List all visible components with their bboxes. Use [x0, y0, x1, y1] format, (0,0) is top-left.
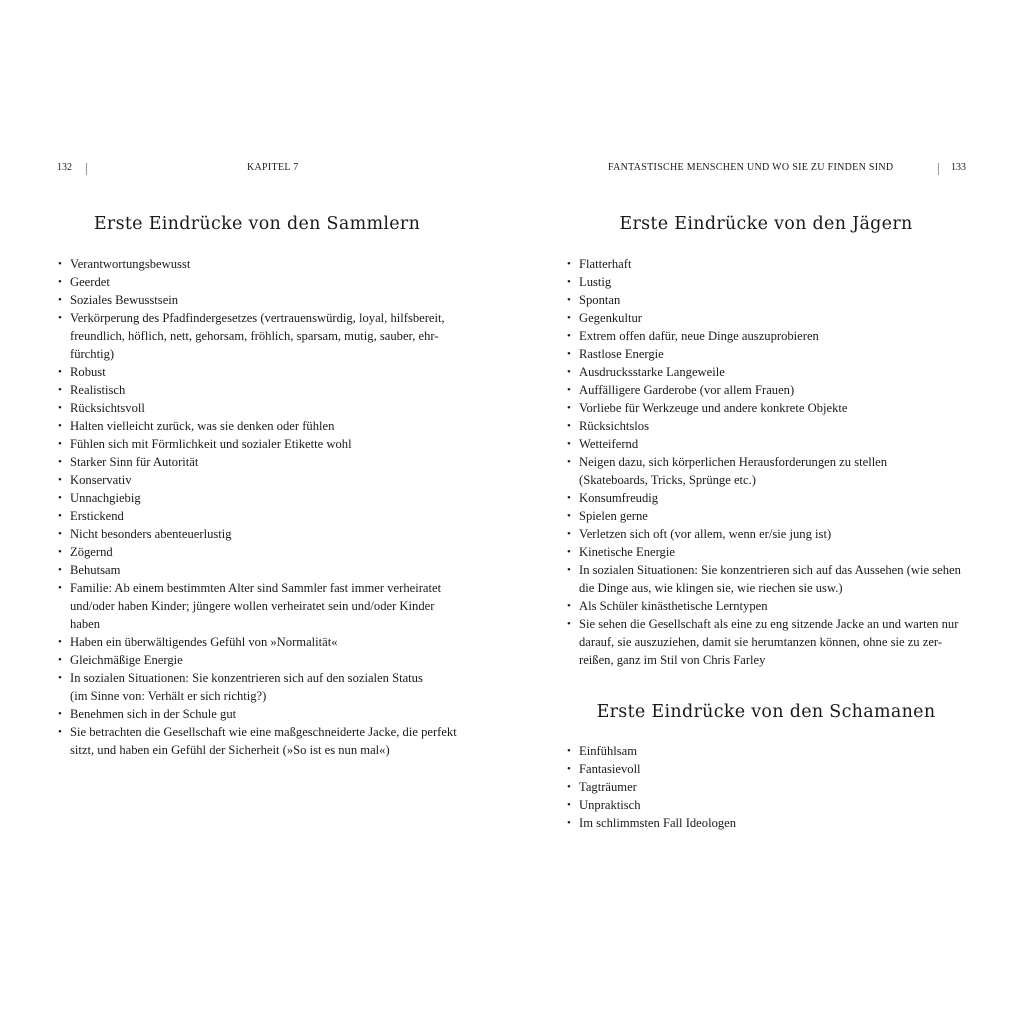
list-item	[567, 543, 961, 561]
list-item	[567, 507, 961, 525]
list-item-line: (Skateboards, Tricks, Sprünge etc.)	[579, 473, 756, 487]
header-divider	[938, 163, 939, 175]
page-number: 132	[57, 162, 72, 173]
list-item	[567, 615, 961, 669]
list-item-line: • Halten vielleicht zurück, was sie denken oder fühlen	[70, 419, 335, 433]
list-item	[58, 507, 457, 525]
list-item-line: • Flatterhaft	[579, 257, 632, 271]
jaeger-list	[567, 255, 961, 669]
list-item	[567, 489, 961, 507]
list-item	[567, 399, 961, 417]
schamanen-list	[567, 742, 736, 832]
list-item-line: • Vorliebe für Werkzeuge und andere konkrete Objekte	[579, 401, 848, 415]
list-item-line: haben	[70, 617, 101, 631]
list-item-line: • Zögernd	[70, 545, 113, 559]
list-item	[58, 633, 457, 651]
list-item	[58, 651, 457, 669]
right-page	[512, 0, 1024, 1024]
list-item-line: • Familie: Ab einem bestimmten Alter sind Sammler fast immer verheiratet	[70, 581, 442, 595]
list-item-line: • Fantasievoll	[579, 762, 641, 776]
list-item-line: • Nicht besonders abenteuerlustig	[70, 527, 232, 541]
list-item-line: • Behutsam	[70, 563, 121, 577]
list-item-line: • Einfühlsam	[579, 744, 638, 758]
list-item-line: darauf, sie auszuziehen, damit sie herumtanzen können, ohne sie zu zer-	[579, 635, 943, 649]
list-item-line: • Fühlen sich mit Förmlichkeit und sozialer Etikette wohl	[70, 437, 352, 451]
page-number: 133	[951, 162, 966, 173]
list-item-line: freundlich, höflich, nett, gehorsam, fröhlich, sparsam, mutig, sauber, ehr-	[70, 329, 439, 343]
list-item	[58, 489, 457, 507]
list-item	[567, 273, 961, 291]
list-item-line: fürchtig)	[70, 347, 115, 361]
list-item	[567, 255, 961, 273]
list-item	[567, 363, 961, 381]
list-item-line: die Dinge aus, wie klingen sie, wie riechen sie usw.)	[579, 581, 843, 595]
list-item-line: • Spontan	[579, 293, 621, 307]
list-item	[567, 453, 961, 489]
list-item	[58, 525, 457, 543]
list-item-line: • In sozialen Situationen: Sie konzentrieren sich auf den sozialen Status	[70, 671, 423, 685]
list-item-line: • Gegenkultur	[579, 311, 642, 325]
list-item	[567, 309, 961, 327]
list-item-line: • Sie betrachten die Gesellschaft wie eine maßgeschneiderte Jacke, die perfekt	[70, 725, 457, 739]
list-item-line: • Konsumfreudig	[579, 491, 659, 505]
header-divider	[86, 163, 87, 175]
list-item	[567, 796, 736, 814]
list-item-line: • Ausdrucksstarke Langeweile	[579, 365, 725, 379]
section-heading-sammler: Erste Eindrücke von den Sammlern	[93, 214, 421, 234]
list-item	[58, 543, 457, 561]
list-item	[58, 561, 457, 579]
list-item	[58, 417, 457, 435]
list-item-line: • Spielen gerne	[579, 509, 648, 523]
list-item-line: • Verkörperung des Pfadfindergesetzes (vertrauenswürdig, loyal, hilfsbereit,	[70, 311, 445, 325]
list-item-line: • Sie sehen die Gesellschaft als eine zu eng sitzende Jacke an und warten nur	[579, 617, 959, 631]
list-item-line: • Rücksichtsvoll	[70, 401, 145, 415]
list-item	[58, 399, 457, 417]
list-item	[567, 381, 961, 399]
list-item-line: • Realistisch	[70, 383, 126, 397]
list-item-line: reißen, ganz im Stil von Chris Farley	[579, 653, 766, 667]
list-item	[58, 291, 457, 309]
list-item	[567, 327, 961, 345]
list-item-line: • Robust	[70, 365, 106, 379]
list-item-line: • Als Schüler kinästhetische Lerntypen	[579, 599, 768, 613]
list-item-line: • Rastlose Energie	[579, 347, 664, 361]
list-item	[58, 381, 457, 399]
list-item-line: • Extrem offen dafür, neue Dinge auszuprobieren	[579, 329, 819, 343]
list-item	[567, 435, 961, 453]
list-item-line: • Haben ein überwältigendes Gefühl von »Normalität«	[70, 635, 338, 649]
list-item	[58, 669, 457, 705]
list-item-line: sitzt, und haben ein Gefühl der Sicherheit (»So ist es nun mal«)	[70, 743, 390, 757]
list-item-line: • Tagträumer	[579, 780, 637, 794]
list-item-line: und/oder haben Kinder; jüngere wollen verheiratet sein und/oder Kinder	[70, 599, 435, 613]
list-item-line: • Kinetische Energie	[579, 545, 675, 559]
running-head: KAPITEL 7	[247, 162, 299, 173]
running-head: FANTASTISCHE MENSCHEN UND WO SIE ZU FINDEN SIND	[608, 162, 894, 173]
list-item-line: • Rücksichtslos	[579, 419, 649, 433]
list-item	[58, 273, 457, 291]
list-item-line: • Im schlimmsten Fall Ideologen	[579, 816, 737, 830]
list-item	[567, 742, 736, 760]
list-item	[58, 579, 457, 633]
list-item-line: • Gleichmäßige Energie	[70, 653, 183, 667]
list-item-line: • Benehmen sich in der Schule gut	[70, 707, 237, 721]
list-item	[58, 723, 457, 759]
list-item-line: • Konservativ	[70, 473, 132, 487]
list-item	[567, 345, 961, 363]
list-item-line: • Verantwortungsbewusst	[70, 257, 191, 271]
list-item-line: • Auffälligere Garderobe (vor allem Frauen)	[579, 383, 795, 397]
list-item	[567, 561, 961, 597]
list-item	[567, 778, 736, 796]
list-item	[58, 255, 457, 273]
section-heading-jaeger: Erste Eindrücke von den Jägern	[619, 214, 913, 234]
list-item-line: • Unpraktisch	[579, 798, 641, 812]
list-item	[58, 363, 457, 381]
list-item	[567, 525, 961, 543]
list-item-line: • Geerdet	[70, 275, 110, 289]
list-item-line: • Unnachgiebig	[70, 491, 141, 505]
list-item	[567, 597, 961, 615]
list-item	[58, 435, 457, 453]
list-item-line: • Verletzen sich oft (vor allem, wenn er/sie jung ist)	[579, 527, 832, 541]
list-item-line: • Wetteifernd	[579, 437, 639, 451]
sammler-list	[58, 255, 457, 759]
list-item	[567, 760, 736, 778]
list-item-line: • Soziales Bewusstsein	[70, 293, 179, 307]
list-item	[58, 453, 457, 471]
list-item-line: (im Sinne von: Verhält er sich richtig?)	[70, 689, 267, 703]
list-item	[58, 309, 457, 363]
list-item	[567, 417, 961, 435]
list-item	[58, 705, 457, 723]
section-heading-schamanen: Erste Eindrücke von den Schamanen	[596, 702, 936, 722]
list-item	[567, 291, 961, 309]
list-item-line: • Neigen dazu, sich körperlichen Herausforderungen zu stellen	[579, 455, 888, 469]
list-item-line: • Erstickend	[70, 509, 124, 523]
list-item-line: • Lustig	[579, 275, 612, 289]
list-item-line: • Starker Sinn für Autorität	[70, 455, 199, 469]
list-item	[567, 814, 736, 832]
list-item	[58, 471, 457, 489]
list-item-line: • In sozialen Situationen: Sie konzentrieren sich auf das Aussehen (wie sehen	[579, 563, 961, 577]
